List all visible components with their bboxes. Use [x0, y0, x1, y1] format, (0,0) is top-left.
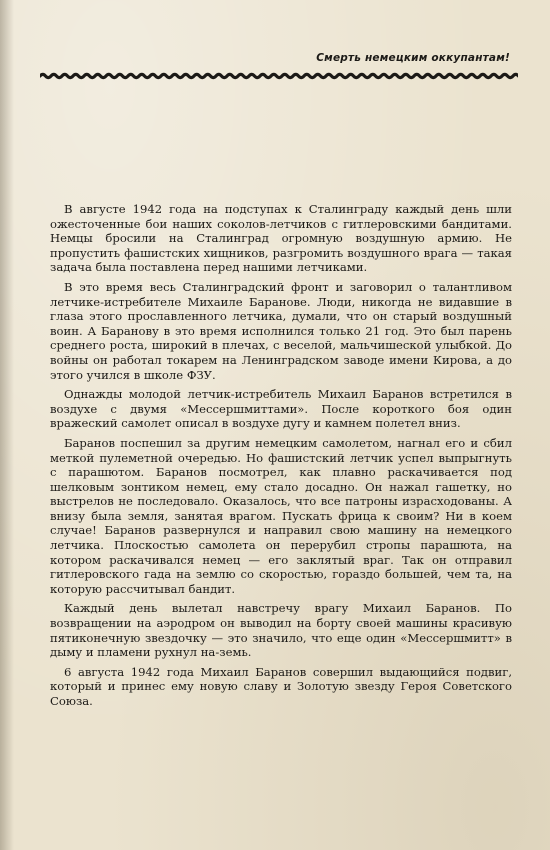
paragraph-6: 6 августа 1942 года Михаил Баранов совершил выдающийся подвиг, который и принес ему новую славу и Золотую звезду Героя Советского Союза.: [50, 664, 512, 708]
page-gutter-shadow: [0, 0, 14, 850]
paragraph-2: В это время весь Сталинградский фронт и заговорил о талантливом летчике-истребителе Михаиле Баранове. Люди, никогда не видавшие в глаза этого прославленного летчика, думали, что он старый воздушный воин. А Баранову в это время исполнился только 21 год. Это был парень среднего роста, широкий в плечах, с веселой, мальчишеской улыбкой. До войны он работал токарем на Ленинградском заводе имени Кирова, а до этого учился в школе ФЗУ.: [50, 279, 512, 382]
paragraph-1: В августе 1942 года на подступах к Сталинграду каждый день шли ожесточенные бои наших соколов-летчиков с гитлеровскими бандитами. Немцы бросили на Сталинград огромную воздушную армию. Не пропустить фашистских хищников, разгромить воздушного врага — такая задача была поставлена перед нашими летчиками.: [50, 202, 512, 275]
paragraph-4: Баранов поспешил за другим немецким самолетом, нагнал его и сбил меткой пулеметной очередью. Но фашистский летчик успел выпрыгнуть с парашютом. Баранов посмотрел, как плавно раскачивается под шелковым зонтиком немец, ему стало досадно. Он нажал гашетку, но выстрелов не последовало. Оказалось, что все патроны израсходованы. А внизу была земля, занятая врагом. Пускать фрица к своим? Ни в коем случае! Баранов развернулся и направил свою машину на немецкого летчика. Плоскостью самолета он перерубил стропы парашюта, на котором раскачивался немец — его заклятый враг. Так он отправил гитлеровского гада на землю со скоростью, гораздо большей, чем та, на которую рассчитывал бандит.: [50, 435, 512, 596]
article-body: [50, 202, 512, 714]
running-header-slogan: Смерть немецким оккупантам!: [316, 52, 510, 64]
paragraph-3: Однажды молодой летчик-истребитель Михаил Баранов встретился в воздухе с двумя «Мессершмиттами». После короткого боя один вражеский самолет описал в воздухе дугу и камнем полетел вниз.: [50, 387, 512, 431]
wavy-header-rule: [40, 70, 518, 82]
paragraph-5: Каждый день вылетал навстречу врагу Михаил Баранов. По возвращении на аэродром он выводил на борту своей машины красивую пятиконечную звездочку — это значило, что еще один «Мессершмитт» в дыму и пламени рухнул на-земь.: [50, 601, 512, 660]
